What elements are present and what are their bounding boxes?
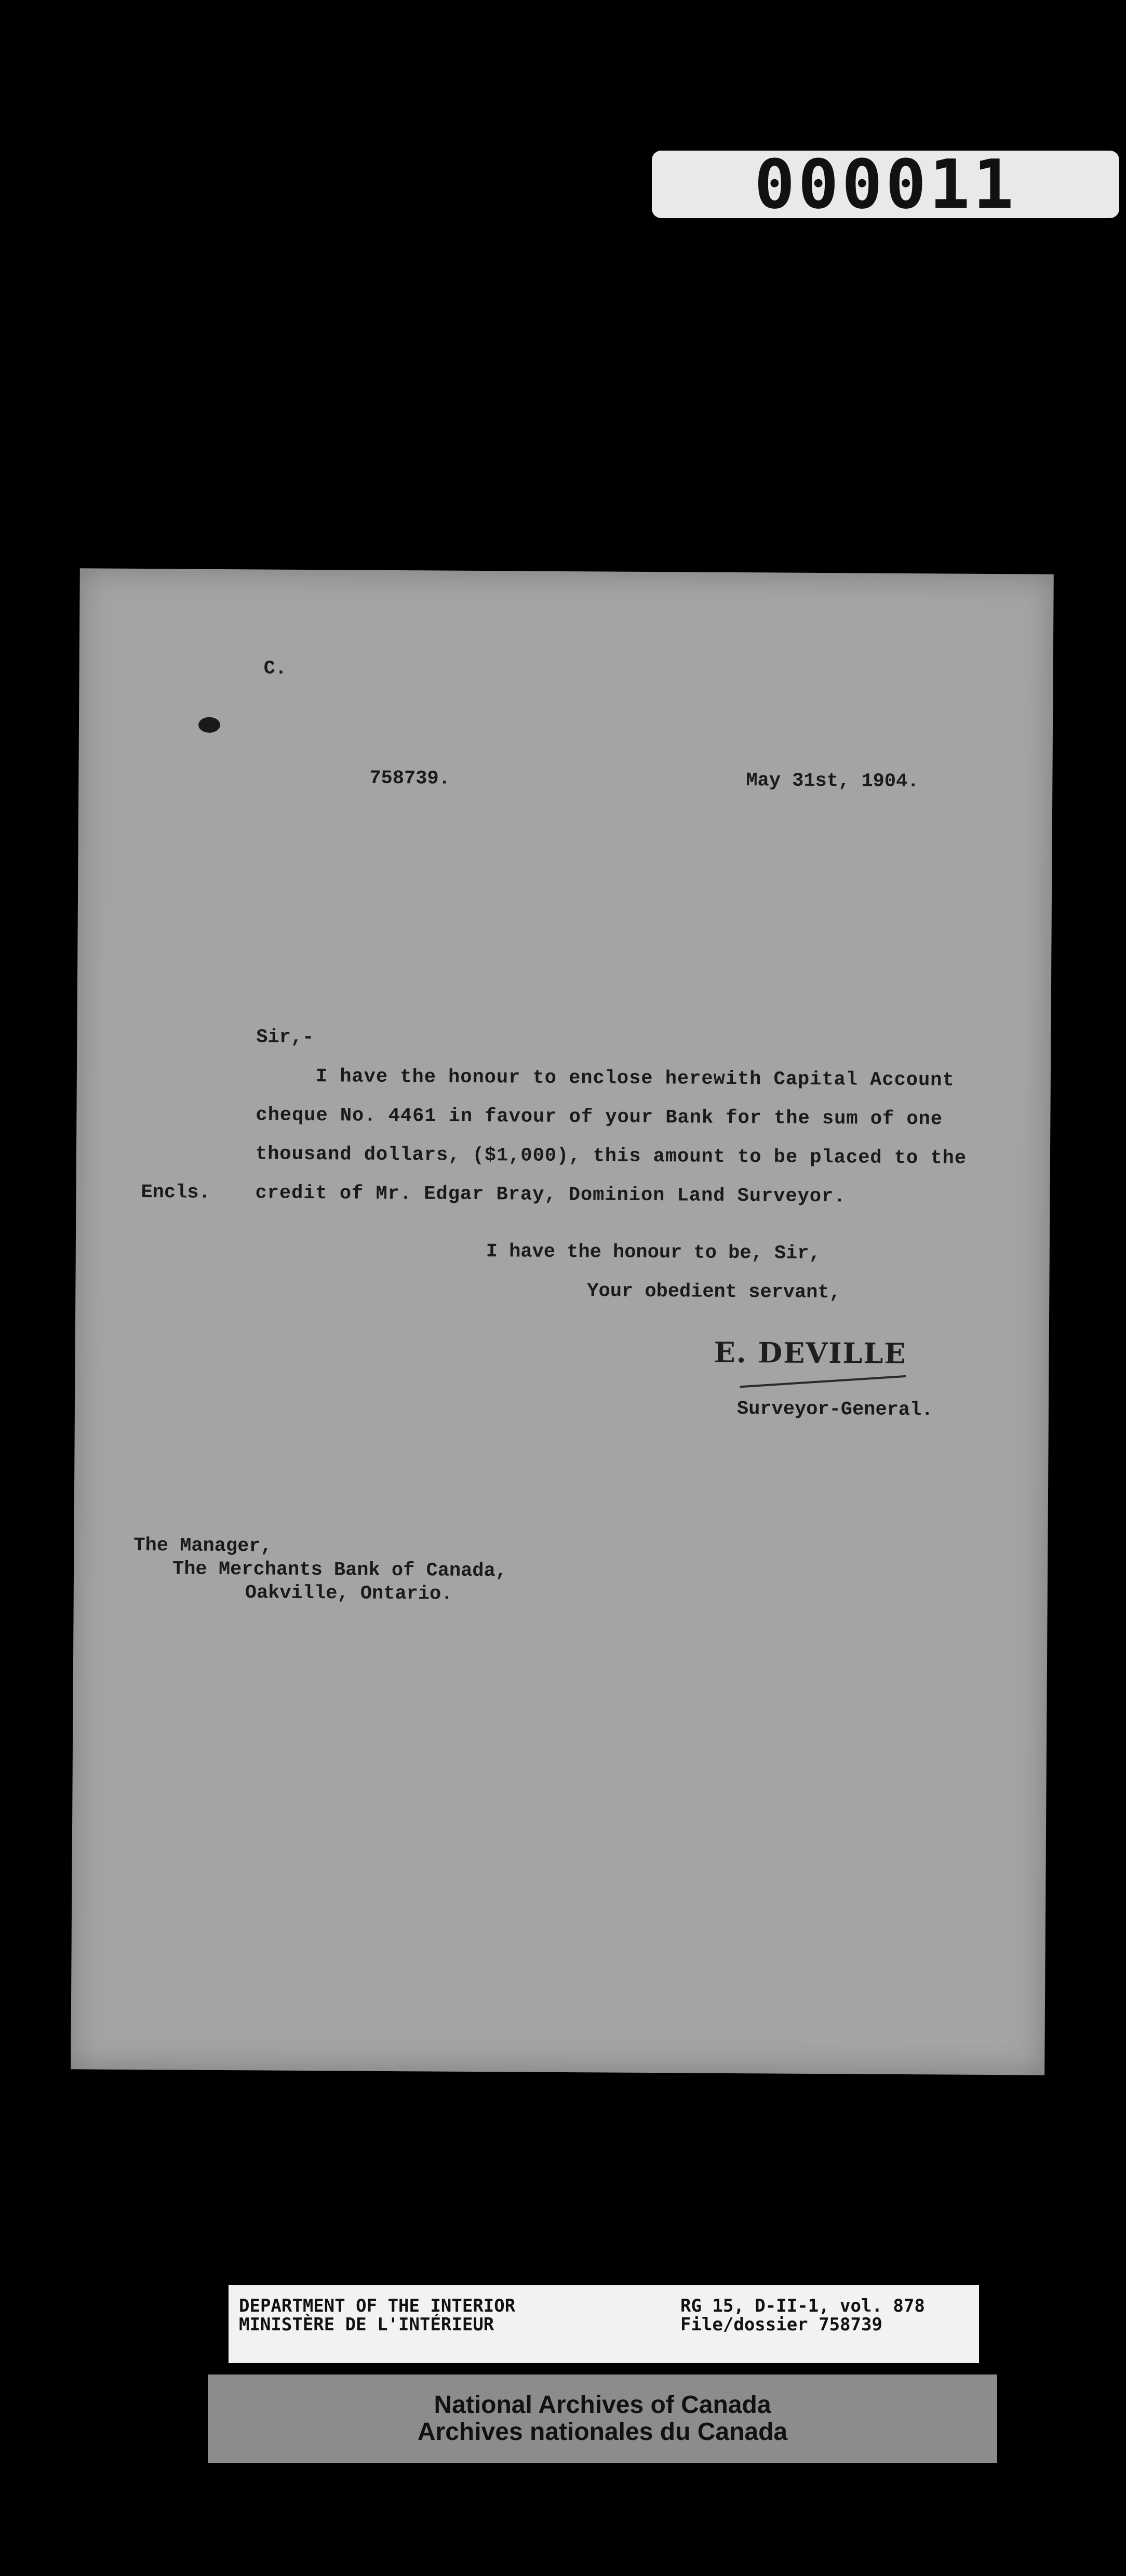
archives-name-fr: Archives nationales du Canada — [417, 2418, 788, 2446]
signature-stamp: E. DEVILLE — [714, 1335, 907, 1371]
archives-label — [208, 2374, 997, 2463]
signer-title: Surveyor-General. — [736, 1398, 933, 1421]
department-label — [229, 2285, 979, 2363]
signature-stroke — [740, 1375, 906, 1388]
file-number: 758739. — [369, 767, 450, 790]
letter-page — [71, 568, 1054, 2075]
frame-number-text: 000011 — [754, 145, 1017, 224]
body-line-3: thousand dollars, ($1,000), this amount to be placed to the — [255, 1143, 967, 1170]
closing-line-1: I have the honour to be, Sir, — [486, 1241, 821, 1265]
recipient-line-2: The Merchants Bank of Canada, — [172, 1558, 507, 1582]
salutation: Sir,- — [256, 1026, 314, 1049]
department-fr: MINISTÈRE DE L'INTÉRIEUR — [239, 2314, 494, 2335]
file-reference: File/dossier 758739 — [680, 2314, 882, 2335]
recipient-line-3: Oakville, Ontario. — [245, 1582, 453, 1605]
body-line-2: cheque No. 4461 in favour of your Bank for the sum of one — [256, 1104, 943, 1131]
body-line-1: I have the honour to enclose herewith Capital Account — [315, 1066, 955, 1092]
record-group-reference: RG 15, D-II-1, vol. 878 — [680, 2296, 925, 2316]
punch-hole-mark — [198, 717, 220, 733]
frame-number — [652, 145, 1119, 224]
enclosure-note: Encls. — [141, 1182, 210, 1204]
recipient-line-1: The Manager, — [133, 1534, 272, 1558]
closing-line-2: Your obedient servant, — [587, 1280, 841, 1304]
body-line-4: credit of Mr. Edgar Bray, Dominion Land Surveyor. — [255, 1182, 846, 1208]
department-en: DEPARTMENT OF THE INTERIOR — [239, 2296, 516, 2316]
corner-mark: C. — [263, 658, 287, 680]
archives-name-en: National Archives of Canada — [434, 2391, 771, 2419]
letter-date: May 31st, 1904. — [746, 770, 919, 793]
